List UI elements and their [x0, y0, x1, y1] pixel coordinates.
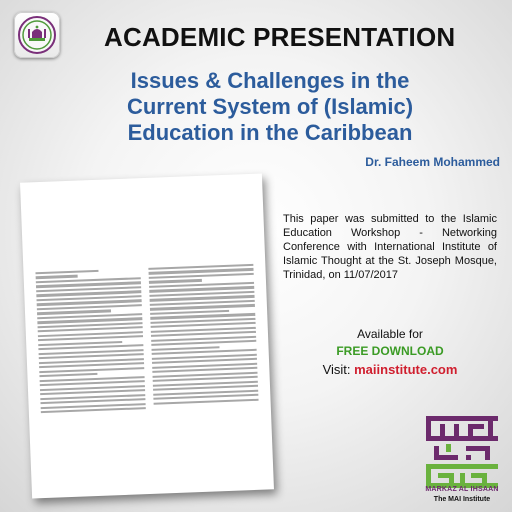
- mai-logo: [426, 416, 498, 488]
- visit-line: [283, 362, 497, 377]
- institute-badge: [14, 12, 60, 58]
- free-download-label: FREE DOWNLOAD: [336, 344, 444, 358]
- available-label: Available for: [357, 327, 423, 341]
- logo-name: MARKAZ AL IHSAAN: [425, 486, 499, 493]
- kufic-logo-icon: [426, 416, 498, 488]
- visit-prefix: Visit:: [322, 362, 355, 377]
- document-preview: [20, 173, 274, 498]
- doc-running-header: [32, 182, 250, 194]
- page-title: ACADEMIC PRESENTATION: [104, 22, 456, 52]
- website-link[interactable]: maiinstitute.com: [354, 362, 458, 377]
- logo-subtitle: The MAI Institute: [433, 496, 491, 503]
- mosque-seal-icon: [14, 12, 60, 58]
- doc-page-number: [31, 465, 273, 478]
- author-name: Dr. Faheem Mohammed: [365, 155, 500, 169]
- paper-title-line-3: Education in the Caribbean: [127, 120, 413, 145]
- doc-column-left: [35, 268, 145, 415]
- paper-title: [100, 68, 440, 146]
- paper-title-line-1: Issues & Challenges in the: [130, 68, 410, 93]
- doc-title-block: [33, 196, 252, 222]
- paper-title-line-2: Current System of (Islamic): [126, 94, 414, 119]
- doc-columns: [35, 264, 258, 416]
- doc-column-right: [148, 264, 258, 411]
- submission-description: This paper was submitted to the Islamic Education Workshop - Networking Conference with International Institute of Islamic Thought at the St. Joseph Mosque, Trinidad, on 11/07/2017: [283, 213, 497, 281]
